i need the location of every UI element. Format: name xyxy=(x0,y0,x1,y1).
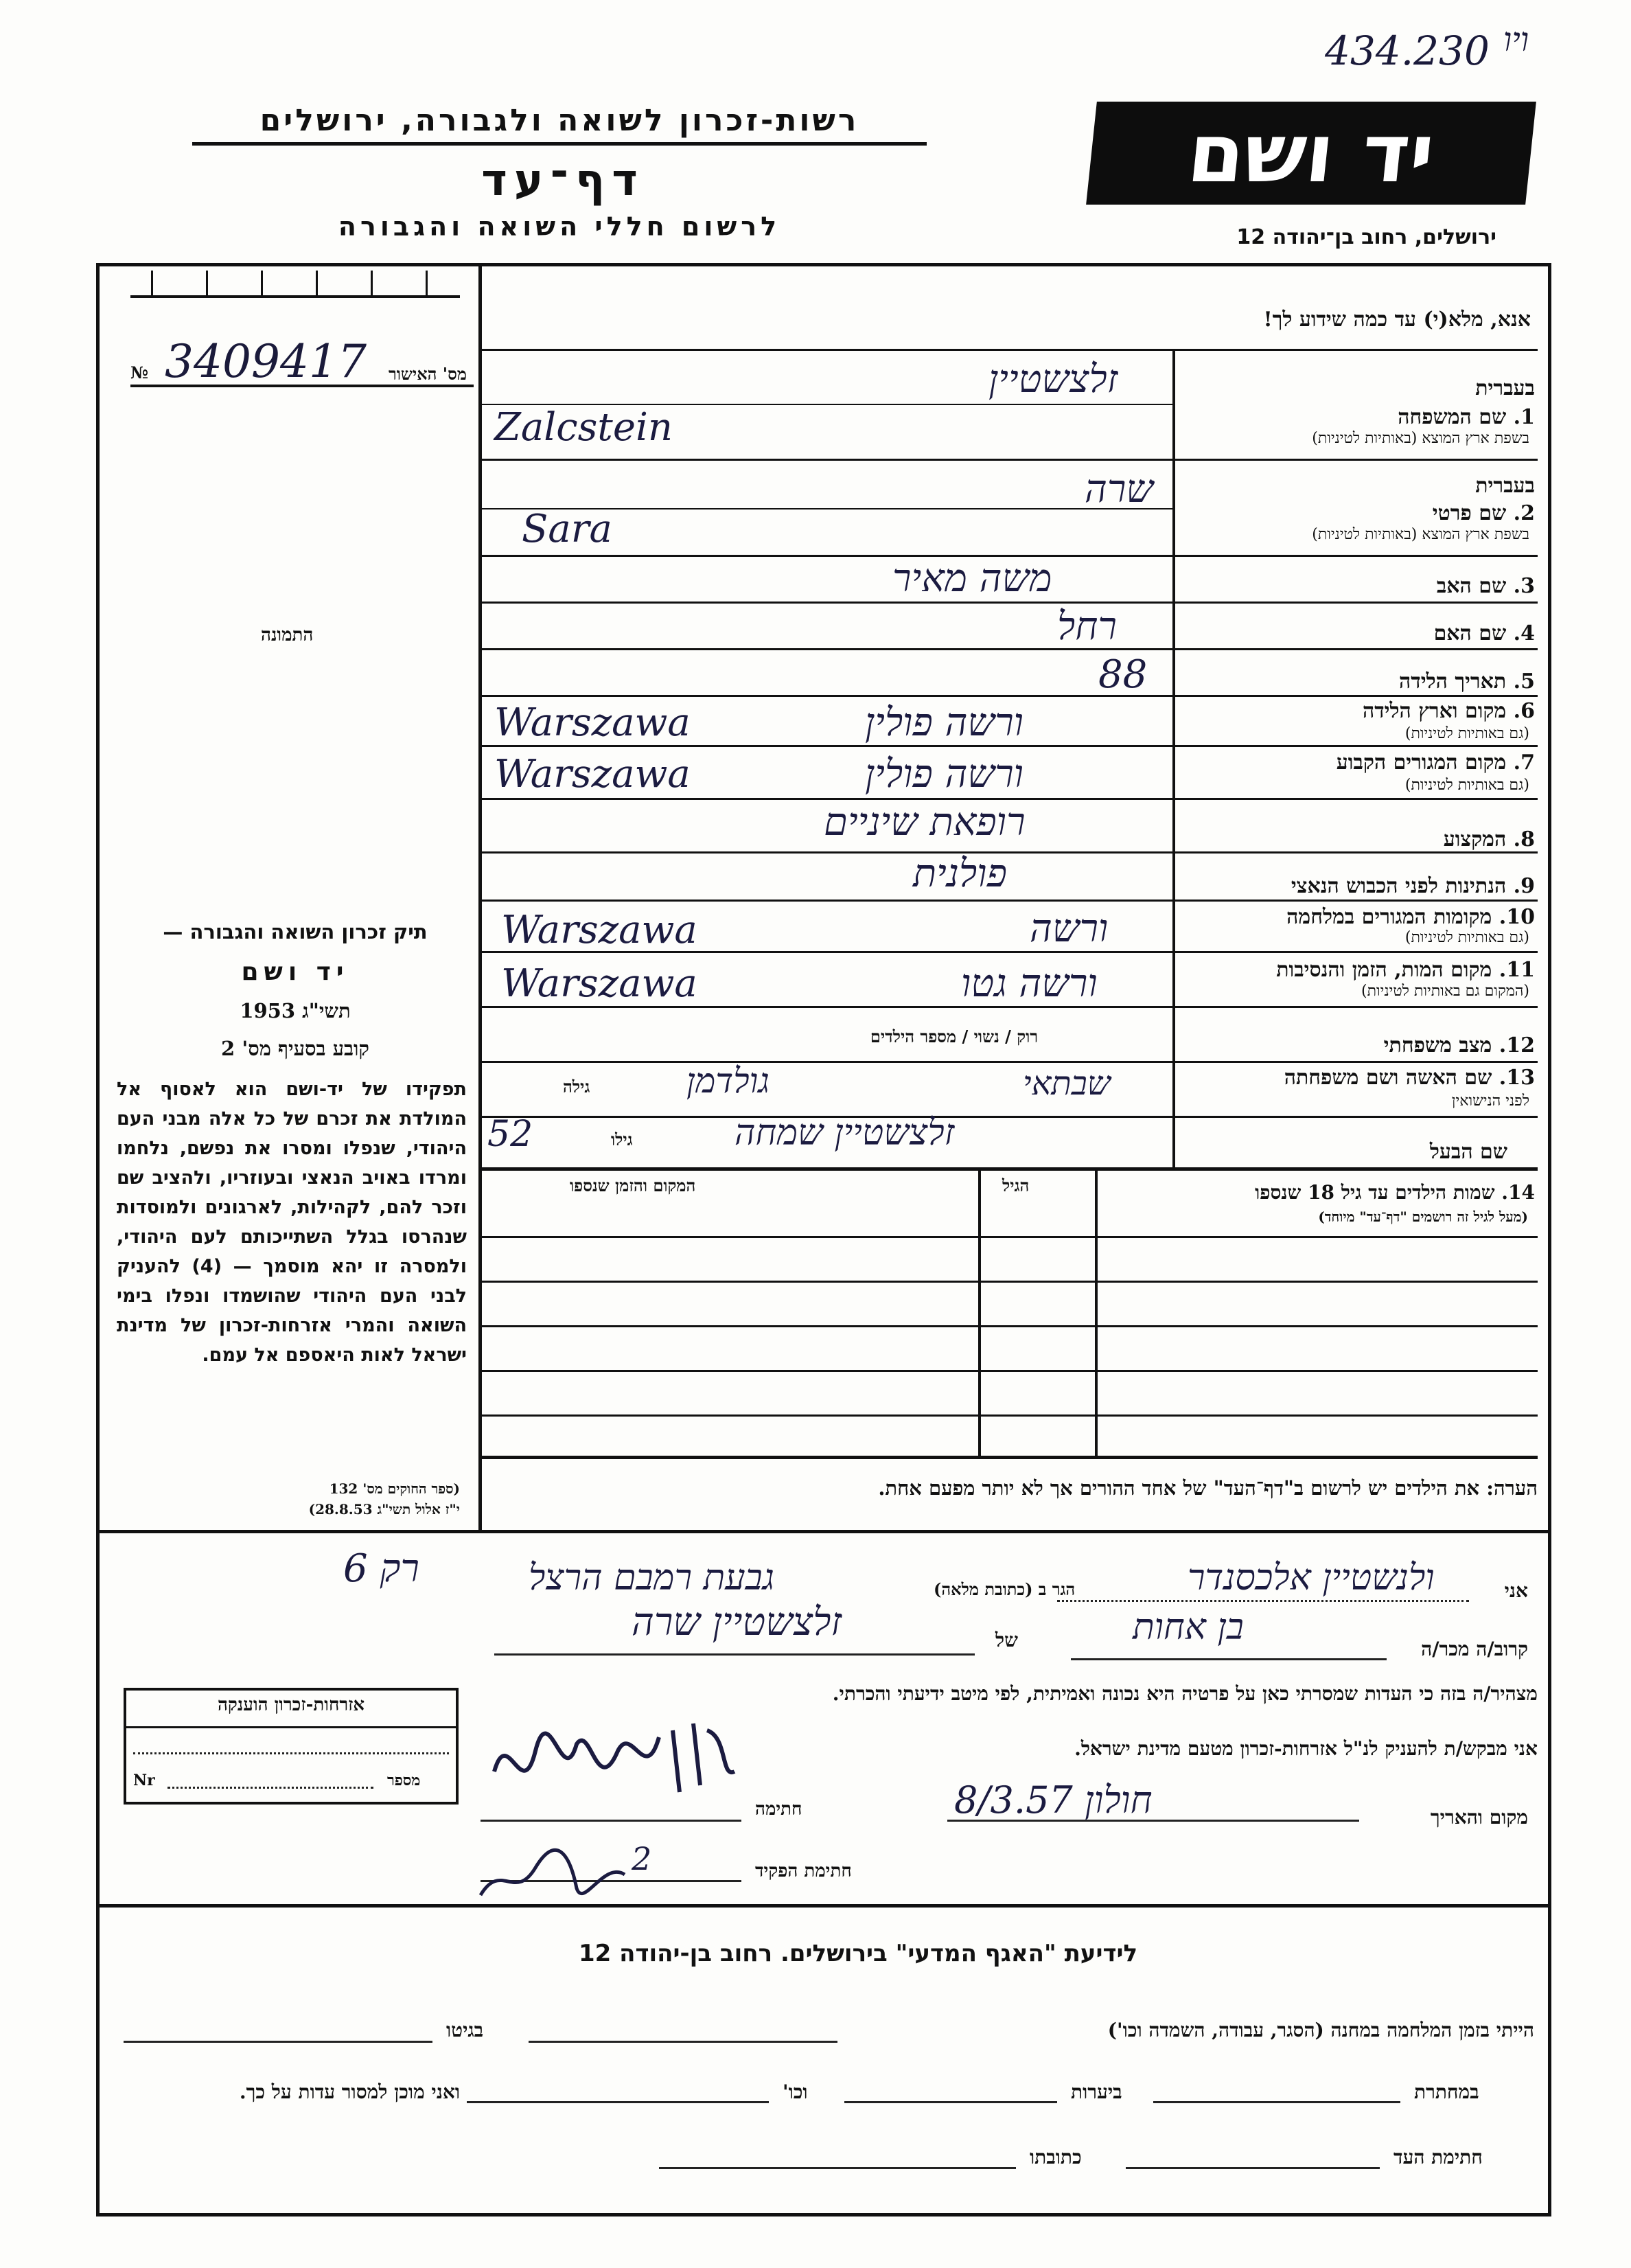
photo-label: התמונה xyxy=(261,625,314,645)
bottom-line1-a: הייתי בזמן המלחמה במחנה (הסגר, עבודה, השמדה וכו') xyxy=(1107,2019,1534,2041)
field11-label: 11. מקום המות, הזמן והנסיבות xyxy=(1276,958,1535,982)
archive-line3: תשי"ג 1953 xyxy=(240,999,351,1022)
row-line xyxy=(481,745,1538,747)
row-line xyxy=(481,695,1538,697)
field10-latin-value: Warszawa xyxy=(501,908,697,952)
row-line xyxy=(481,1116,1538,1118)
place-date-value: חולון 8/3.57 xyxy=(954,1778,1153,1822)
witness-of-value: זלצשטיין שרה xyxy=(632,1600,842,1645)
logo-text: יד ושם xyxy=(1183,106,1439,201)
field10-label: 10. מקומות המגורים במלחמה xyxy=(1286,905,1535,929)
husband-age-value: 52 xyxy=(487,1114,533,1155)
children-place-col: המקום והזמן שנספו xyxy=(570,1176,696,1195)
citizenship-box xyxy=(124,1688,459,1805)
field5-label: 5. תאריך הלידה xyxy=(1399,669,1535,694)
handwritten-mark: ויו xyxy=(1503,21,1529,59)
signature-label: חתימה xyxy=(755,1799,802,1820)
doc-subtitle: לרשום חללי השואה והגבורה xyxy=(338,211,781,242)
archive-line4: קובע בסעיף מס' 2 xyxy=(221,1037,369,1060)
witness-address-extra: רק 6 xyxy=(343,1546,419,1591)
registry-field xyxy=(130,335,474,388)
field10-heb-value: ורשה xyxy=(1030,906,1109,951)
archive-footnote2: י"ז אלול תשי"ג 28.8.53) xyxy=(308,1501,460,1517)
field8-label: 8. המקצוע xyxy=(1443,827,1535,851)
field9-value: פולנית xyxy=(913,851,1007,896)
authority-line: רשות-זכרון לשואה ולגבורה, ירושלים xyxy=(192,103,927,146)
field6-heb-value: ורשה פולין xyxy=(865,700,1023,745)
bottom-title: לידיעת "האגף המדעי" בירושלים. רחוב בן-יהודה 12 xyxy=(578,1940,1138,1967)
field6-sub: (גם באותיות לטיניות) xyxy=(1404,725,1529,742)
field1-heb-tag: בעברית xyxy=(1475,376,1535,400)
witness-declaration: מצהיר/ה בזה כי העדות שמסרתי כאן על פרטיה היא נכונה ואמיתית, לפי מיטב ידיעתי והכרתי. xyxy=(832,1682,1538,1705)
field2-heb-tag: בעברית xyxy=(1475,474,1535,498)
field2-sub: בשפת ארץ המוצא (באותיות לטיניות) xyxy=(1312,526,1529,543)
row-line xyxy=(481,459,1538,461)
bottom-line2-c: וכו' xyxy=(783,2081,808,2103)
husband-label: שם הבעל xyxy=(1429,1140,1507,1164)
field13-sub: לפני הנישואין xyxy=(1451,1092,1529,1110)
registry-number: 3409417 xyxy=(165,335,367,388)
husband-value: זלצשטיין שמחה xyxy=(734,1112,955,1154)
field7-latin-value: Warszawa xyxy=(494,752,691,797)
field7-sub: (גם באותיות לטיניות) xyxy=(1404,777,1529,794)
witness-relation-value: בן אחות xyxy=(1133,1607,1244,1648)
bottom-line2-b: ביערות xyxy=(1071,2081,1122,2103)
witness-address-value: גבעת רמבם הרצל xyxy=(529,1557,774,1599)
field5-value: 88 xyxy=(1098,652,1148,697)
field13-label: 13. שם האשה ושם משפחתה xyxy=(1284,1066,1535,1090)
archive-line2: יד ושם xyxy=(241,958,349,986)
photo-ticks xyxy=(130,295,460,325)
place-date-label: מקום והאריך xyxy=(1430,1806,1528,1829)
children-subheader: (מעל לגיל זה רושמים "דף־עד" מיוחד) xyxy=(1318,1209,1528,1225)
field2-heb-value: שרה xyxy=(1085,467,1153,512)
row-line xyxy=(481,648,1538,650)
citizenship-nr: Nr xyxy=(133,1772,155,1789)
children-header: 14. שמות הילדים עד גיל 18 שנספו xyxy=(1255,1181,1535,1204)
field2-label: 2. שם פרטי xyxy=(1432,501,1535,525)
row-line xyxy=(481,602,1538,604)
officer-signature xyxy=(474,1833,652,1916)
registry-nr: № xyxy=(130,363,149,382)
registry-label: מס' האישור xyxy=(388,364,467,384)
field10-sub: (גם באותיות לטיניות) xyxy=(1404,929,1529,946)
note: הערה: את הילדים יש לרשום ב"דף־העד" של אחד ההורים אך לא יותר מפעם אחת. xyxy=(878,1476,1538,1500)
row-line xyxy=(481,1006,1538,1008)
handwritten-number: 434.230 xyxy=(1325,27,1490,74)
doc-title: דף־עד xyxy=(481,155,645,206)
field6-label: 6. מקום וארץ הלידה xyxy=(1362,699,1535,723)
field7-heb-value: ורשה פולין xyxy=(865,752,1023,797)
archive-line1: תיק זכרון השואה והגבורה — xyxy=(163,920,428,943)
field1-heb-value: זלצשטיין xyxy=(988,357,1118,402)
row-line xyxy=(481,900,1538,902)
husband-age-label: גילו xyxy=(611,1130,633,1149)
witness-address-label: הגר ב (כתובת מלאה) xyxy=(934,1579,1076,1599)
officer-label: חתימת הפקיד xyxy=(755,1861,852,1881)
witness-relation-label: קרוב/ה מכר/ה xyxy=(1421,1638,1528,1660)
witness-of-label: של xyxy=(995,1629,1018,1651)
row-line xyxy=(481,1061,1538,1063)
logo-yad-vashem xyxy=(1086,102,1536,205)
archive-body: תפקידו של יד-ושם הוא לאסוף אל המולדת את זכרם של כל אלה מבני העם היהודי, שנפלו ומסרו את נפשם, נלחמו ומרדו באויב הנאצי ובעוזריו, ולהציב שם וזכר להם, לקהילות, לארגונים ולמוסדות שנהרסו בגלל השתייכותם לעם היהודי, ולמסרה זו יהא מוסמך — (4) להעניק לבני העם היהודי שהושמדו ונפלו בימי השואה והמרי אזרחות-זכרון של מדינת ישראל לאות היאספם אל עמם. xyxy=(117,1079,467,1366)
field11-latin-value: Warszawa xyxy=(501,961,697,1006)
left-column-divider xyxy=(478,263,482,1530)
bottom-line3-a: חתימת העד xyxy=(1393,2146,1483,2168)
field3-value: משה מאיר xyxy=(892,556,1052,601)
label-column-divider xyxy=(1172,349,1175,1169)
field11-sub: (המקום גם באותיות לטיניות) xyxy=(1361,983,1529,1000)
field12-options: רוק / נשוי / מספר הילדים xyxy=(870,1027,1039,1046)
field1-label: 1. שם המשפחה xyxy=(1398,405,1535,429)
witness-i-value: ולנשטיין אלכסנדר xyxy=(1188,1557,1435,1599)
field7-label: 7. מקום המגורים הקבוע xyxy=(1336,751,1535,775)
row-line xyxy=(481,1167,1538,1171)
archive-footnote1: (ספר החוקים מס' 132 xyxy=(329,1480,460,1497)
field9-label: 9. הנתינות לפני הכבוש הנאצי xyxy=(1291,874,1535,898)
citizenship-number-label: מספר xyxy=(387,1772,421,1789)
field1-sub: בשפת ארץ המוצא (באותיות לטיניות) xyxy=(1312,430,1529,447)
children-age-col: הגיל xyxy=(1002,1176,1030,1195)
field8-value: רופאת שיניים xyxy=(824,800,1026,845)
bottom-line1-b: בגיטו xyxy=(446,2019,484,2041)
field13-age-label: גילה xyxy=(563,1077,590,1097)
officer-value: 2 xyxy=(632,1840,652,1877)
instruction: אנא, מלא(י) עד כמה שידוע לך! xyxy=(1263,308,1531,332)
field3-label: 3. שם האב xyxy=(1436,574,1535,598)
bottom-line2-d: ואני מוכן למסור עדות על כך. xyxy=(239,2081,460,2103)
row-line xyxy=(481,349,1538,351)
field13-value: שבתאי xyxy=(1023,1064,1111,1103)
field6-latin-value: Warszawa xyxy=(494,700,691,745)
bottom-line3-b: כתובתו xyxy=(1030,2146,1082,2168)
field13-age-value: גולדמן xyxy=(686,1061,770,1101)
field2-latin-value: Sara xyxy=(522,507,612,551)
address-line: ירושלים, רחוב בן־יהודה 12 xyxy=(1236,225,1496,249)
witness-request: אני מבקש/ת להעניק לנ"ל אזרחות-זכרון מטעם מדינת ישראל. xyxy=(1074,1737,1538,1760)
field12-label: 12. מצב משפחתי xyxy=(1383,1033,1535,1057)
witness-i-label: אני xyxy=(1504,1579,1528,1602)
witness-signature xyxy=(481,1710,741,1820)
citizenship-title: אזרחות-זכרון הוענקה xyxy=(217,1695,365,1715)
field4-label: 4. שם האם xyxy=(1433,621,1535,645)
field11-heb-value: ורשה גטו xyxy=(961,961,1098,1006)
field4-value: רחל xyxy=(1057,604,1117,649)
row-line xyxy=(481,851,1538,854)
field1-latin-value: Zalcstein xyxy=(494,405,673,450)
bottom-line2-a: במחתרת xyxy=(1414,2081,1479,2103)
